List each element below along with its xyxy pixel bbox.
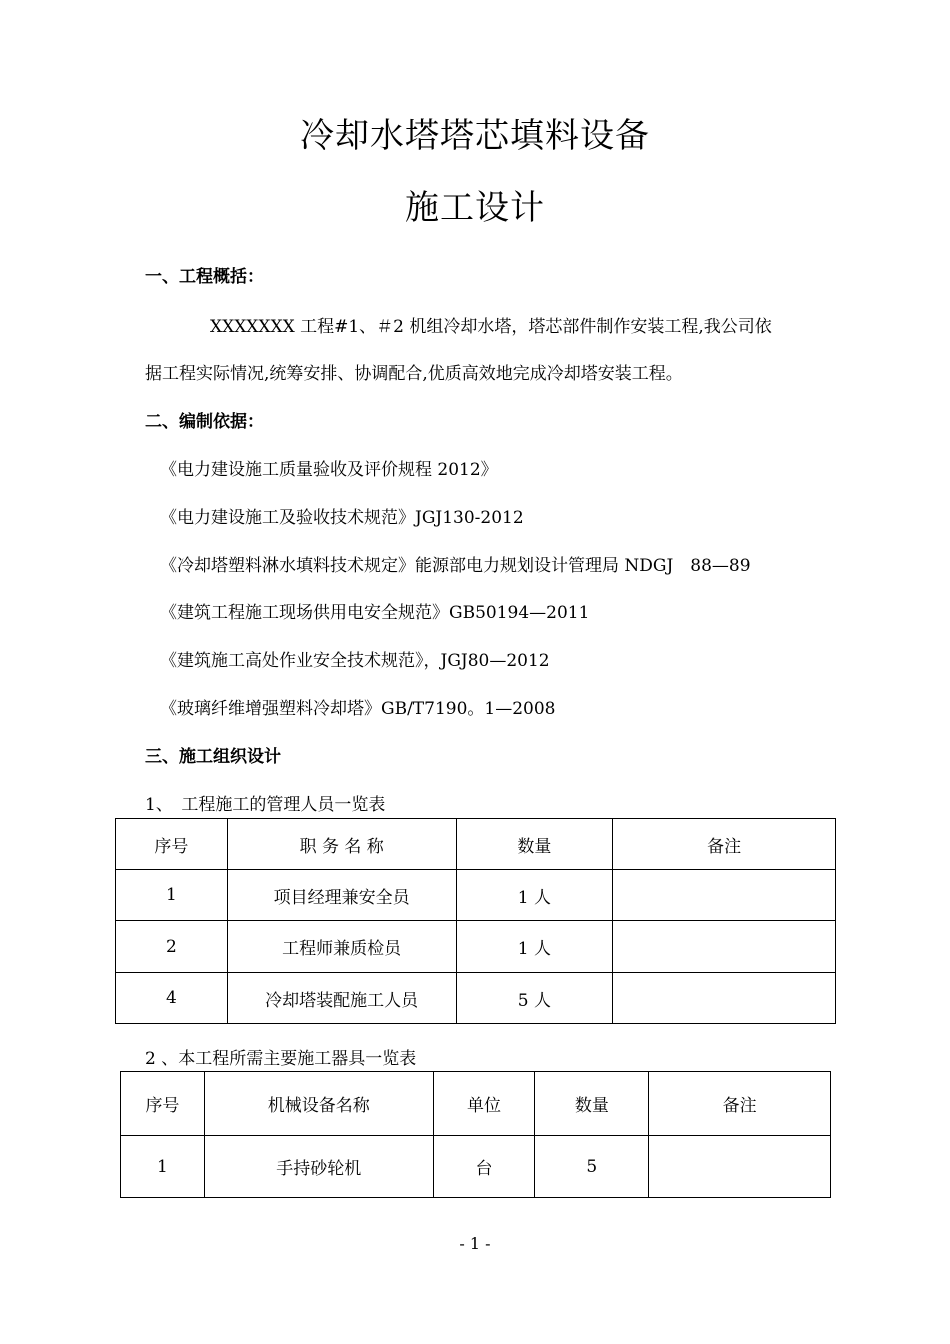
table-cell [613, 921, 836, 973]
section-heading-basis: 二、编制依据： [145, 412, 264, 432]
table-cell: 工程师兼质检员 [227, 921, 456, 973]
reference-item: 《冷却塔塑料淋水填料技术规定》能源部电力规划设计管理局 NDGJ 88—89 [160, 556, 751, 576]
table-header-row [116, 819, 836, 870]
header-cell: 序号 [121, 1072, 205, 1136]
table-row [121, 1136, 831, 1198]
table-cell: 1 人 [456, 921, 613, 973]
table-cell: 2 [116, 921, 228, 973]
overview-text-line-2: 据工程实际情况,统筹安排、协调配合,优质高效地完成冷却塔安装工程。 [145, 364, 683, 384]
table-row [116, 870, 836, 921]
table-header-row [121, 1072, 831, 1136]
table-cell: 1 人 [456, 870, 613, 921]
table-caption-equipment: 2 、本工程所需主要施工器具一览表 [145, 1049, 417, 1069]
reference-item: 《玻璃纤维增强塑料冷却塔》GB/T7190。1—2008 [160, 699, 556, 719]
header-cell: 职 务 名 称 [227, 819, 456, 870]
page-number: - 1 - [459, 1234, 491, 1253]
section-heading-overview: 一、工程概括： [145, 267, 264, 287]
header-cell: 单位 [433, 1072, 535, 1136]
overview-text-line-1: XXXXXXX 工程#1、＃2 机组冷却水塔，塔芯部件制作安装工程,我公司依 [210, 317, 772, 337]
header-cell: 数量 [535, 1072, 649, 1136]
header-cell: 机械设备名称 [204, 1072, 433, 1136]
table-cell: 5 人 [456, 973, 613, 1024]
table-cell: 5 [535, 1136, 649, 1198]
section-heading-organization: 三、施工组织设计 [145, 747, 281, 767]
table-cell [649, 1136, 831, 1198]
table-cell: 手持砂轮机 [204, 1136, 433, 1198]
table-cell: 冷却塔装配施工人员 [227, 973, 456, 1024]
document-subtitle: 施工设计 [405, 188, 545, 228]
table-row [116, 921, 836, 973]
table-row [116, 973, 836, 1024]
table-cell: 台 [433, 1136, 535, 1198]
table-cell: 项目经理兼安全员 [227, 870, 456, 921]
reference-item: 《电力建设施工及验收技术规范》JGJ130-2012 [160, 508, 524, 528]
header-cell: 数量 [456, 819, 613, 870]
table-cell: 1 [121, 1136, 205, 1198]
header-cell: 备注 [613, 819, 836, 870]
table-caption-staff: 1、 工程施工的管理人员一览表 [145, 795, 386, 815]
table-cell [613, 973, 836, 1024]
reference-item: 《建筑工程施工现场供用电安全规范》GB50194—2011 [160, 603, 590, 623]
table-cell: 4 [116, 973, 228, 1024]
equipment-table [120, 1071, 831, 1198]
staff-table [115, 818, 836, 1024]
table-cell: 1 [116, 870, 228, 921]
document-title: 冷却水塔塔芯填料设备 [300, 116, 650, 156]
header-cell: 序号 [116, 819, 228, 870]
table-cell [613, 870, 836, 921]
reference-item: 《电力建设施工质量验收及评价规程 2012》 [160, 460, 498, 480]
header-cell: 备注 [649, 1072, 831, 1136]
reference-item: 《建筑施工高处作业安全技术规范》，JGJ80—2012 [160, 651, 550, 671]
